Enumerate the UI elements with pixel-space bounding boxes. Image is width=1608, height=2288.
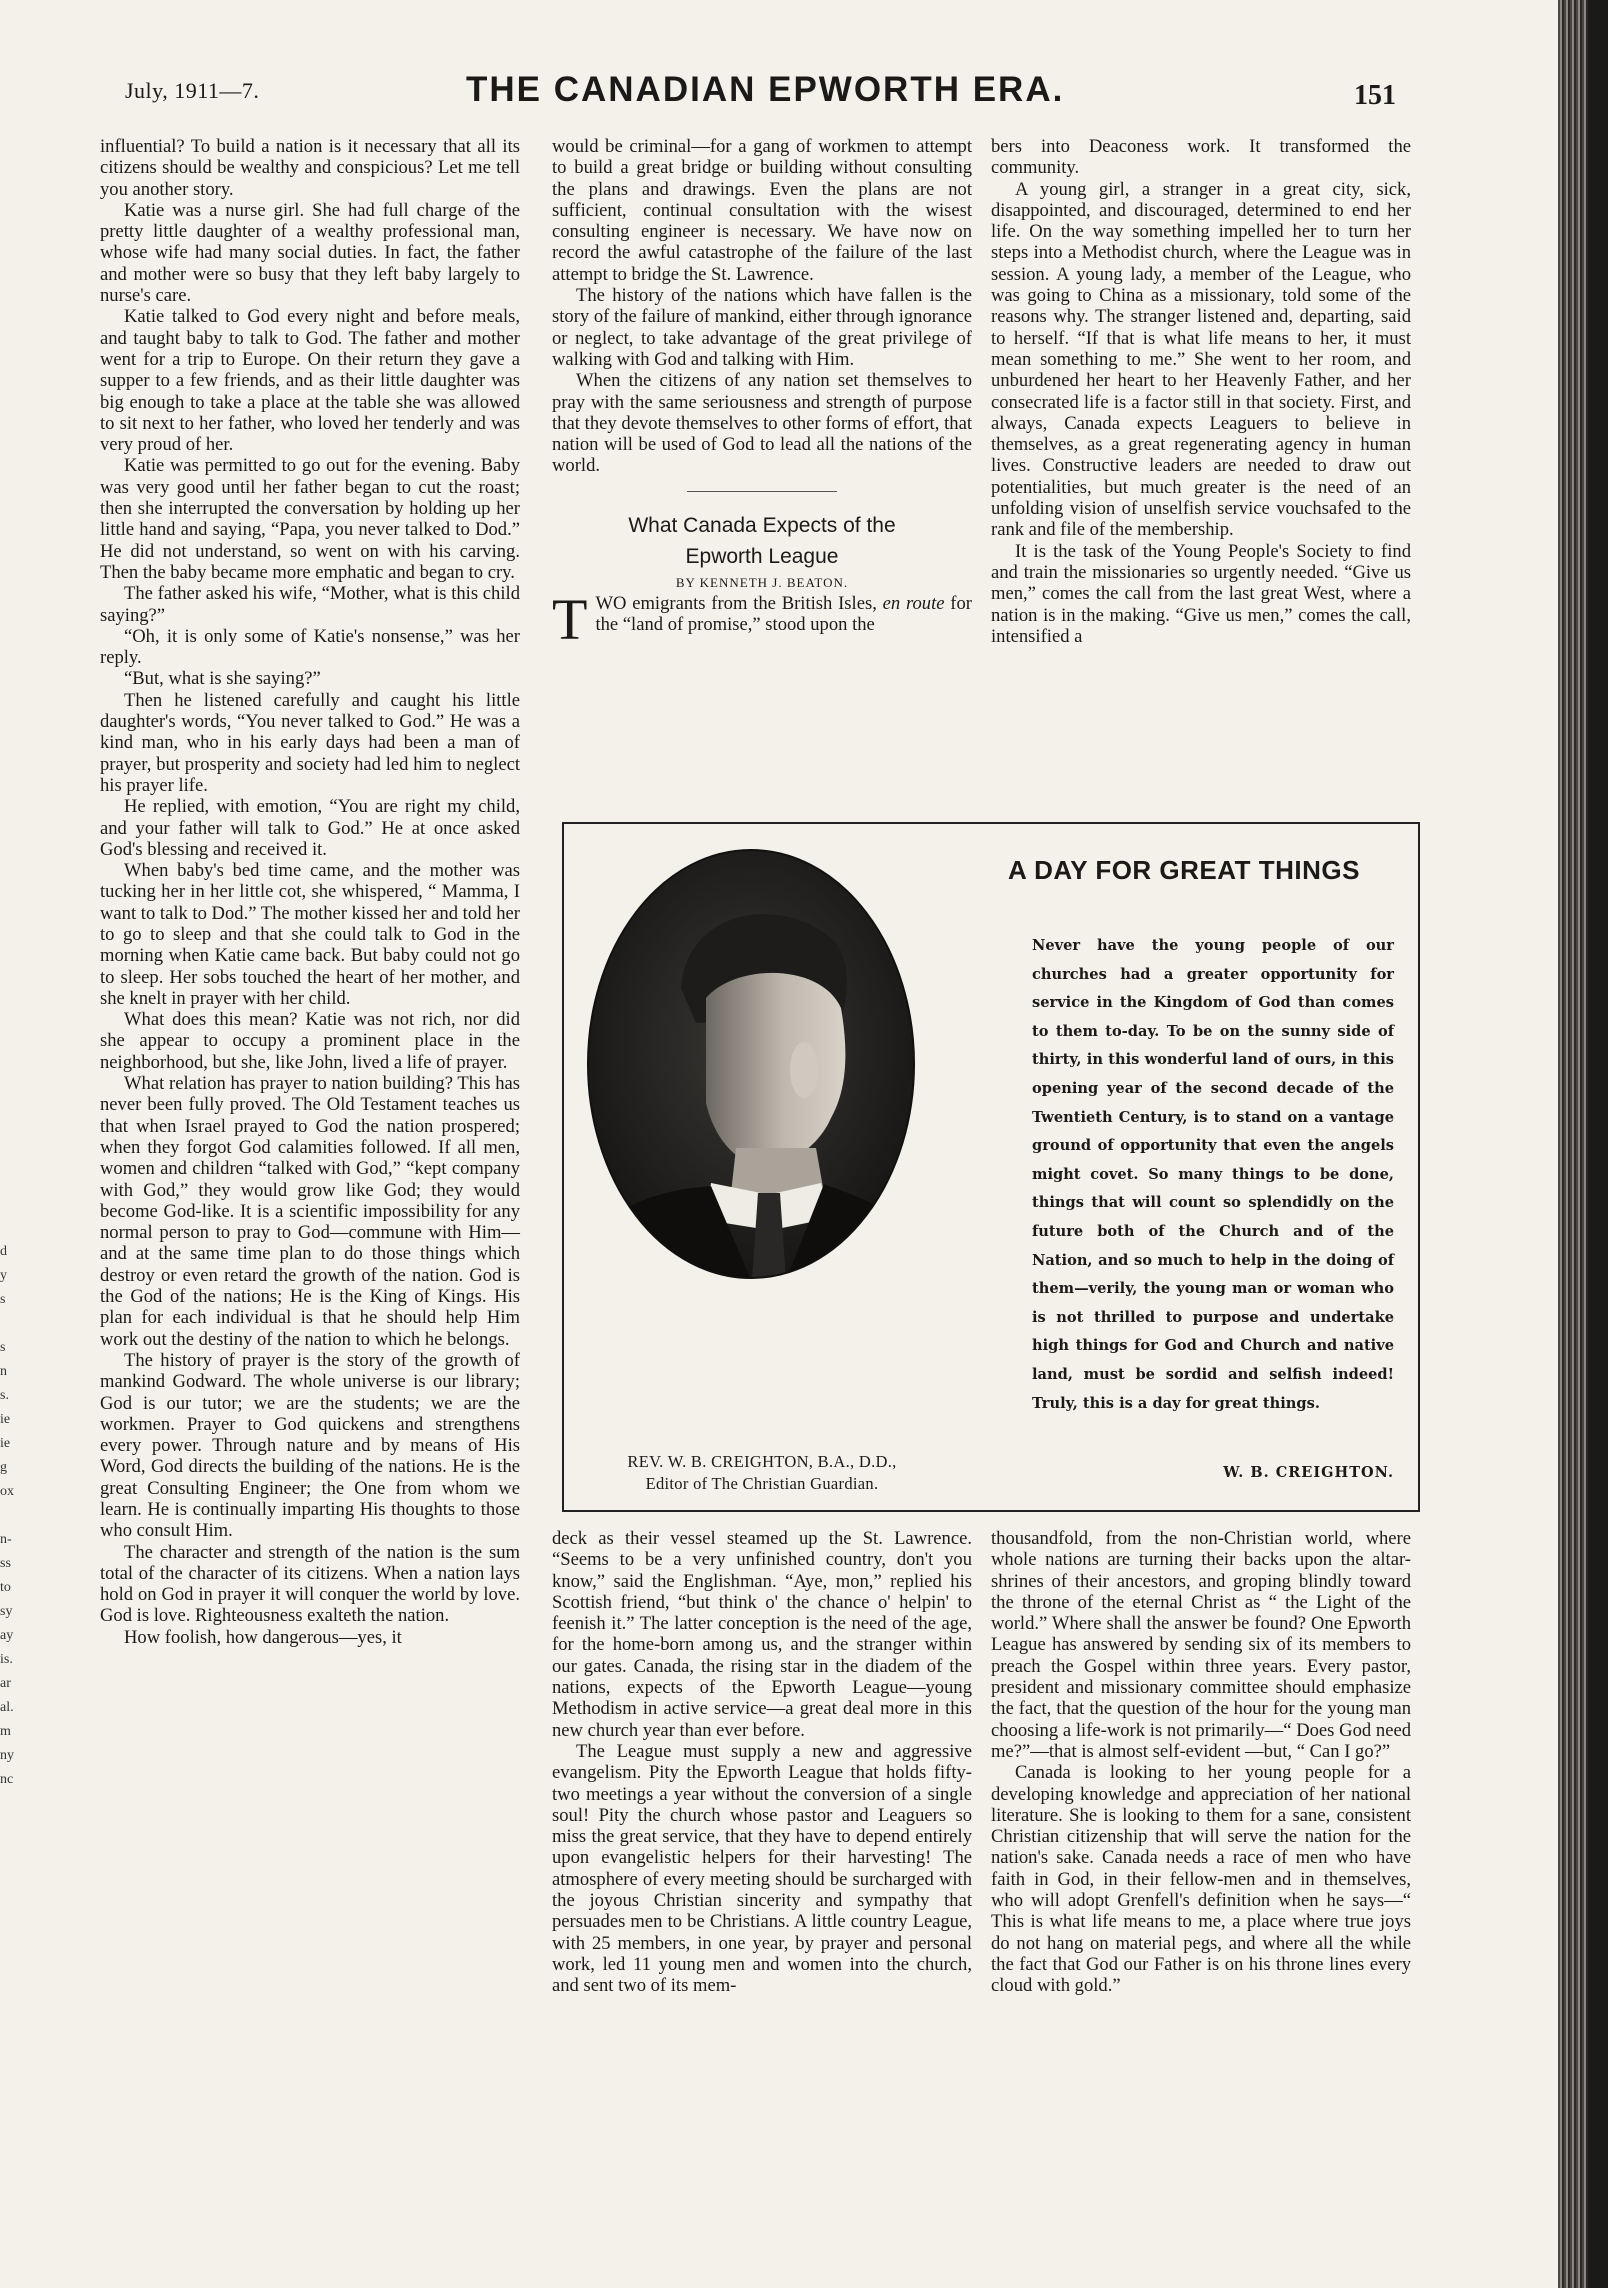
margin-fragment: sy <box>0 1604 13 1619</box>
paragraph: Then he listened carefully and caught his little daughter's words, “You never talked to God.” He was a kind man, who in his early days had been a man of prayer, but prosperity and society had led him to neglect his prayer life. <box>100 689 520 796</box>
margin-fragment: ay <box>0 1628 14 1643</box>
column-1 <box>100 136 520 2266</box>
paragraph: The history of prayer is the story of the growth of mankind Godward. The whole universe is our library; God is our tutor; we are the students; we are the workmen. Prayer to God quickens and strengthens every power. Through nature and by means of His Word, God directs the building of the nations. He is the great Consulting Engineer; the One from whom we learn. He is continually imparting His thoughts to those who consult Him. <box>100 1349 520 1542</box>
paragraph: The character and strength of the nation is the sum total of the character of its citizens. When a nation lays hold on God in prayer it will conquer the world by love. God is love. Righteousness exalteth the nation. <box>100 1541 520 1627</box>
margin-fragment: s. <box>0 1388 9 1403</box>
margin-fragment: m <box>0 1724 11 1739</box>
page-number: 151 <box>1354 80 1396 111</box>
divider-rule <box>687 491 837 492</box>
paragraph: When the citizens of any nation set themselves to pray with the same seriousness and strength of purpose that they devote themselves to other forms of effort, that nation will be used of God to lead all the nations of the world. <box>552 370 972 477</box>
paragraph: What relation has prayer to nation building? This has never been fully proved. The Old Testament teaches us that when Israel prayed to God the nation prospered; when they forgot God calamities followed. If all men, women and children “talked with God,” “kept company with God,” they would grow like God; they would become God-like. It is a scientific impossibility for any normal person to pray to God—commune with Him—and at the same time plan to do those things which destroy or even retard the growth of the nation. God is the God of the nations; He is the King of Kings. His plan for each individual is that he should help Him work out the destiny of the nation to which he belongs. <box>100 1073 520 1350</box>
column-2-top <box>552 136 972 653</box>
margin-fragment: y <box>0 1268 7 1283</box>
margin-fragment: s <box>0 1292 6 1307</box>
paragraph: Katie talked to God every night and before meals, and taught baby to talk to God. The father and mother went for a trip to Europe. On their return they gave a supper to a few friends, and as their little daughter was big enough to take a place at the table she was allowed to sit next to her father, who loved her tenderly and was very proud of her. <box>100 306 520 456</box>
paragraph: It is the task of the Young People's Society to find and train the missionaries so urgently needed. “Give us men,” comes the call from the last great West, where a nation is in the making. “Give us men,” comes the call, intensified a <box>991 540 1411 647</box>
margin-fragment: al. <box>0 1700 14 1715</box>
article-intro <box>552 587 972 653</box>
photo-caption-role: Editor of The Christian Guardian. <box>645 1474 879 1493</box>
article-title-line-2: Epworth League <box>685 544 839 568</box>
column-3-top <box>991 136 1411 796</box>
box-title: A DAY FOR GREAT THINGS <box>1008 855 1360 885</box>
drop-cap: T <box>552 587 588 653</box>
article-byline: BY KENNETH J. BEATON. <box>675 574 849 590</box>
margin-fragment <box>0 1504 30 1528</box>
column-3-bottom <box>991 1528 1411 2268</box>
paragraph: bers into Deaconess work. It transformed the community. <box>991 136 1411 179</box>
paragraph: He replied, with emotion, “You are right my child, and your father will talk to God.” He at once asked God's blessing and received it. <box>100 796 520 860</box>
margin-fragment: n <box>0 1364 7 1379</box>
paragraph: “But, what is she saying?” <box>124 668 321 690</box>
box-body: Never have the young people of our churches had a greater opportunity for service in the Kingdom of God than comes to them to-day. To be on the sunny side of thirty, in this wonderful land of ours, in this opening year of the second decade of the Twentieth Century, is to stand on a vantage ground of opportunity that even the angels might covet. So many things to be done, things that will count so splendidly on the future both of the Church and of the Nation, and so much to help in the doing of them—verily, the young man or woman who is not thrilled to purpose and undertake high things for God and Church and native land, must be sordid and selfish indeed! Truly, this is a day for great things. <box>1032 937 1394 1412</box>
paragraph: When baby's bed time came, and the mother was tucking her in her little cot, she whispered, “ Mamma, I want to talk to Dod.” The mother kissed her and told her to go to sleep and that she could talk to God in the morning when Katie came back. But baby could not go to sleep. Her sobs touched the heart of her mother, and she knelt in prayer with her child. <box>100 860 520 1009</box>
intro-text: for the “land of promise,” stood upon the <box>595 593 972 636</box>
issue-date: July, 1911—7. <box>125 78 260 103</box>
margin-fragment: ie <box>0 1412 11 1427</box>
publication-title: THE CANADIAN EPWORTH ERA. <box>466 70 1065 109</box>
column-2-bottom <box>552 1528 972 2268</box>
paragraph: Katie was permitted to go out for the evening. Baby was very good until her father began to cut the roast; then she interrupted the conversation by holding up her little hand and saying, “Papa, you never talked to Dod.” He did not understand, so went on with his carving. Then the baby became more emphatic and began to cry. <box>100 455 520 583</box>
margin-fragment <box>0 1312 30 1336</box>
margin-fragment: s <box>0 1340 6 1355</box>
margin-fragment: to <box>0 1580 11 1595</box>
paragraph: deck as their vessel steamed up the St. Lawrence. “Seems to be a very unfinished country, don't you know,” said the Englishman. “Aye, mon,” replied his Scottish friend, “but think o' the chance o' helpin' to feenish it.” The latter conception is the need of the age, for the home-born among us, and the stranger within our gates. Canada, the rising star in the diadem of the nations, expects of the Epworth League—young Methodism in active service—a great deal more in this new church year than ever before. <box>552 1528 972 1741</box>
margin-fragment: ny <box>0 1748 14 1763</box>
margin-fragment: ie <box>0 1436 11 1451</box>
paragraph: thousandfold, from the non-Christian world, where whole nations are turning their backs upon the altar-shrines of their ancestors, and groping blindly toward the throne of the eternal Christ as “ the Light of the world.” Where shall the answer be found? One Epworth League has answered by sending six of its members to preach the Gospel within three years. Every pastor, president and missionary committee should emphasize the fact, that the question of the hour for the young man choosing a life-work is not primarily—“ Does God need me?”—that is almost self-evident —but, “ Can I go?” <box>991 1528 1411 1762</box>
margin-fragment: nc <box>0 1772 14 1787</box>
paragraph: How foolish, how dangerous—yes, it <box>124 1626 402 1648</box>
intro-text: WO emigrants from the British Isles, <box>595 593 883 615</box>
article-title <box>552 510 972 572</box>
paragraph: The father asked his wife, “Mother, what is this child saying?” <box>100 583 520 626</box>
margin-fragment: n- <box>0 1532 12 1547</box>
margin-fragment: ss <box>0 1556 11 1571</box>
left-margin-fragments <box>0 1240 30 1792</box>
paragraph: What does this mean? Katie was not rich, nor did she appear to occupy a prominent place in the neighborhood, but she, like John, lived a life of prayer. <box>100 1009 520 1073</box>
margin-fragment: ar <box>0 1676 11 1691</box>
margin-fragment: is. <box>0 1652 13 1667</box>
margin-fragment: g <box>0 1460 7 1475</box>
intro-italic: en route <box>882 593 945 615</box>
box-signature: W. B. CREIGHTON. <box>1223 1464 1394 1481</box>
book-spine-shadow <box>1588 0 1608 2288</box>
paragraph: “Oh, it is only some of Katie's nonsense,” was her reply. <box>100 625 520 669</box>
paragraph: A young girl, a stranger in a great city, sick, disappointed, and discouraged, determined to end her life. On the way something impelled her to turn her steps into a Methodist church, where the League was in session. A young lady, a member of the League, who was going to China as a missionary, told some of the reasons why. The stranger listened and, departing, said to herself. “If that is what life means to her, it must mean something to me.” She went to her room, and unburdened her heart to her Heavenly Father, and her consecrated life is a factor still in that society. First, and always, Canada expects Leaguers to believe in themselves, as a great regenerating agency in human lives. Constructive leaders are needed to draw out potentialities, but much greater is the need of an unfolding vision of unselfish service vouchsafed to the rank and file of the membership. <box>991 178 1411 541</box>
photo-caption-name: REV. W. B. CREIGHTON, B.A., D.D., <box>627 1452 897 1471</box>
paragraph: Katie was a nurse girl. She had full charge of the pretty little daughter of a wealthy professional man, whose wife had many social duties. In fact, the father and mother were so busy that they left baby largely to nurse's care. <box>100 199 520 307</box>
paragraph: The League must supply a new and aggressive evangelism. Pity the Epworth League that holds fifty-two meetings a year without the conversion of a single soul! Pity the church whose pastor and Leaguers so miss the great service, that they have to depend entirely upon evangelistic helpers for their harvesting! The atmosphere of every meeting should be surcharged with the joyous Christian sincerity and sympathy that persuades men to be Christians. A little country League, with 25 members, in one year, by prayer and personal work, led 11 young men and women into the church, and sent two of its mem- <box>552 1740 972 1997</box>
paragraph: The history of the nations which have fallen is the story of the failure of mankind, either through ignorance or neglect, to take advantage of the great privilege of walking with God and talking with Him. <box>552 285 972 370</box>
paragraph: Canada is looking to her young people for a developing knowledge and appreciation of her national literature. She is looking to them for a sane, consistent Christian citizenship that will serve the nation for the nation's sake. Canada needs a race of men who have faith in God, in their fellow-men and in themselves, who will adopt Grenfell's definition when he says—“ This is what life means to me, a place where true joys do not hang on material pegs, and where all the while the fact that God our Father is on his throne lines every cloud with gold.” <box>991 1762 1411 1997</box>
margin-fragment: ox <box>0 1484 14 1499</box>
paragraph: influential? To build a nation is it necessary that all its citizens should be wealthy and conspicious? Let me tell you another story. <box>100 136 520 200</box>
portrait-photo <box>586 848 916 1280</box>
feature-box <box>562 822 1420 1512</box>
paragraph: would be criminal—for a gang of workmen to attempt to build a great bridge or building without consulting the plans and drawings. Even the plans are not sufficient, continual consultation with the wisest consulting engineer is necessary. We have now on record the awful catastrophe of the failure of the last attempt to bridge the St. Lawrence. <box>552 136 972 285</box>
article-title-line-1: What Canada Expects of the <box>628 513 896 537</box>
margin-fragment: d <box>0 1244 7 1259</box>
